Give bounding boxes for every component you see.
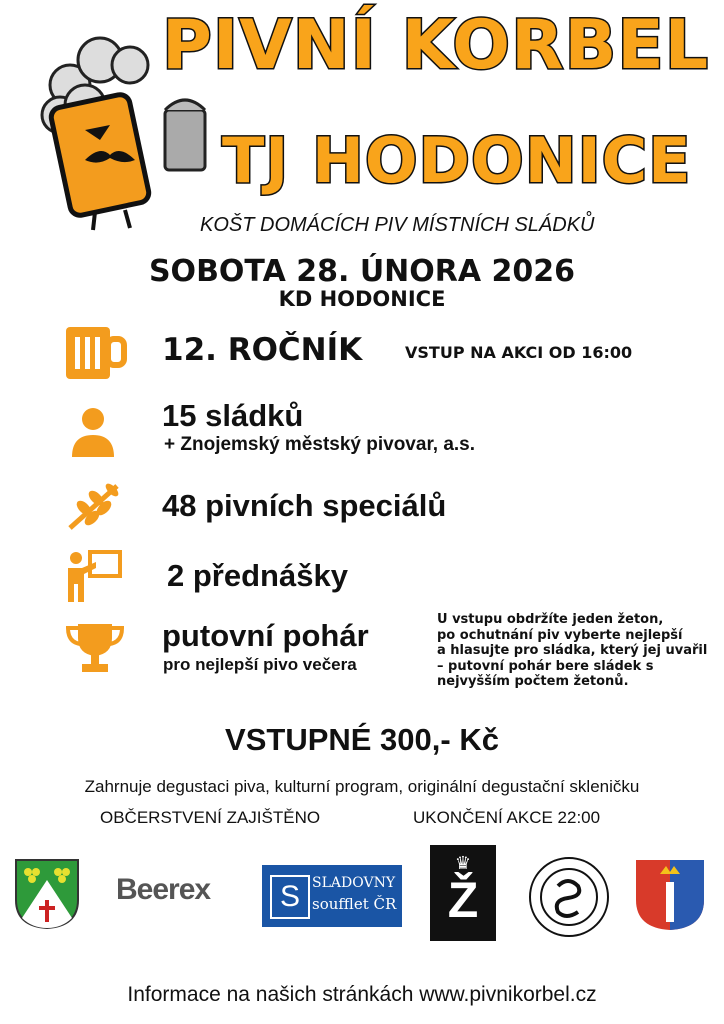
refreshments-text: OBČERSTVENÍ ZAJIŠTĚNO — [100, 808, 321, 827]
includes-text: Zahrnuje degustaci piva, kulturní program, originální degustační skleničku — [84, 777, 640, 796]
feature-trophy-sub: pro nejlepší pivo večera — [163, 655, 357, 674]
trophy-icon — [62, 620, 128, 676]
hodonice-coat-of-arms-logo — [14, 858, 80, 930]
voting-note — [437, 612, 707, 690]
sladovny-text-2: soufflet ČR — [312, 895, 397, 913]
znojmo-letter: Ž — [447, 872, 479, 928]
wheat-icon — [62, 478, 128, 534]
voting-note-line: U vstupu obdržíte jeden žeton, — [437, 612, 664, 627]
feature-specials: 48 pivních speciálů — [162, 488, 447, 523]
event-date: SOBOTA 28. ÚNORA 2026 — [148, 254, 576, 289]
beer-mug-icon — [62, 325, 128, 381]
voting-note-line: po ochutnání piv vyberte nejlepší — [437, 627, 683, 643]
subtitle: KOŠT DOMÁCÍCH PIV MÍSTNÍCH SLÁDKŮ — [200, 214, 595, 236]
presenter-icon — [62, 548, 128, 604]
sladovny-soufflet-logo — [262, 865, 402, 927]
person-icon — [62, 405, 128, 461]
beerex-logo: Beerex — [116, 873, 211, 906]
entry-time: VSTUP NA AKCI OD 16:00 — [405, 343, 633, 362]
feature-brewers: 15 sládků — [162, 398, 304, 433]
feature-brewers-sub: + Znojemský městský pivovar, a.s. — [164, 434, 476, 455]
znojemsky-pivovar-logo — [430, 845, 496, 941]
feature-trophy: putovní pohár — [162, 618, 369, 653]
event-venue: KD HODONICE — [278, 287, 446, 311]
end-time-text: UKONČENÍ AKCE 22:00 — [413, 808, 601, 827]
admission-price: VSTUPNÉ 300,- Kč — [225, 722, 499, 757]
voting-note-line: a hlasujte pro sládka, který jej uvařil — [437, 643, 708, 658]
voting-note-line: – putovní pohár bere sládek s — [437, 658, 654, 674]
moravian-floor-malt-logo — [528, 856, 610, 938]
title-line2: TJ HODONICE — [222, 124, 692, 197]
feature-lectures: 2 přednášky — [167, 558, 348, 593]
crown-icon: ♛ — [454, 853, 472, 873]
footer-info: Informace na našich stránkách www.pivnikorbel.cz — [127, 983, 597, 1006]
sladovny-text-1: SLADOVNY — [312, 875, 396, 891]
sladovny-s-icon: S — [270, 875, 310, 919]
village-coat-of-arms-logo — [634, 858, 706, 932]
title-line1: PIVNÍ KORBEL — [162, 6, 710, 85]
feature-edition: 12. ROČNÍK — [162, 332, 363, 368]
voting-note-line: nejvyšším počtem žetonů. — [437, 674, 629, 689]
